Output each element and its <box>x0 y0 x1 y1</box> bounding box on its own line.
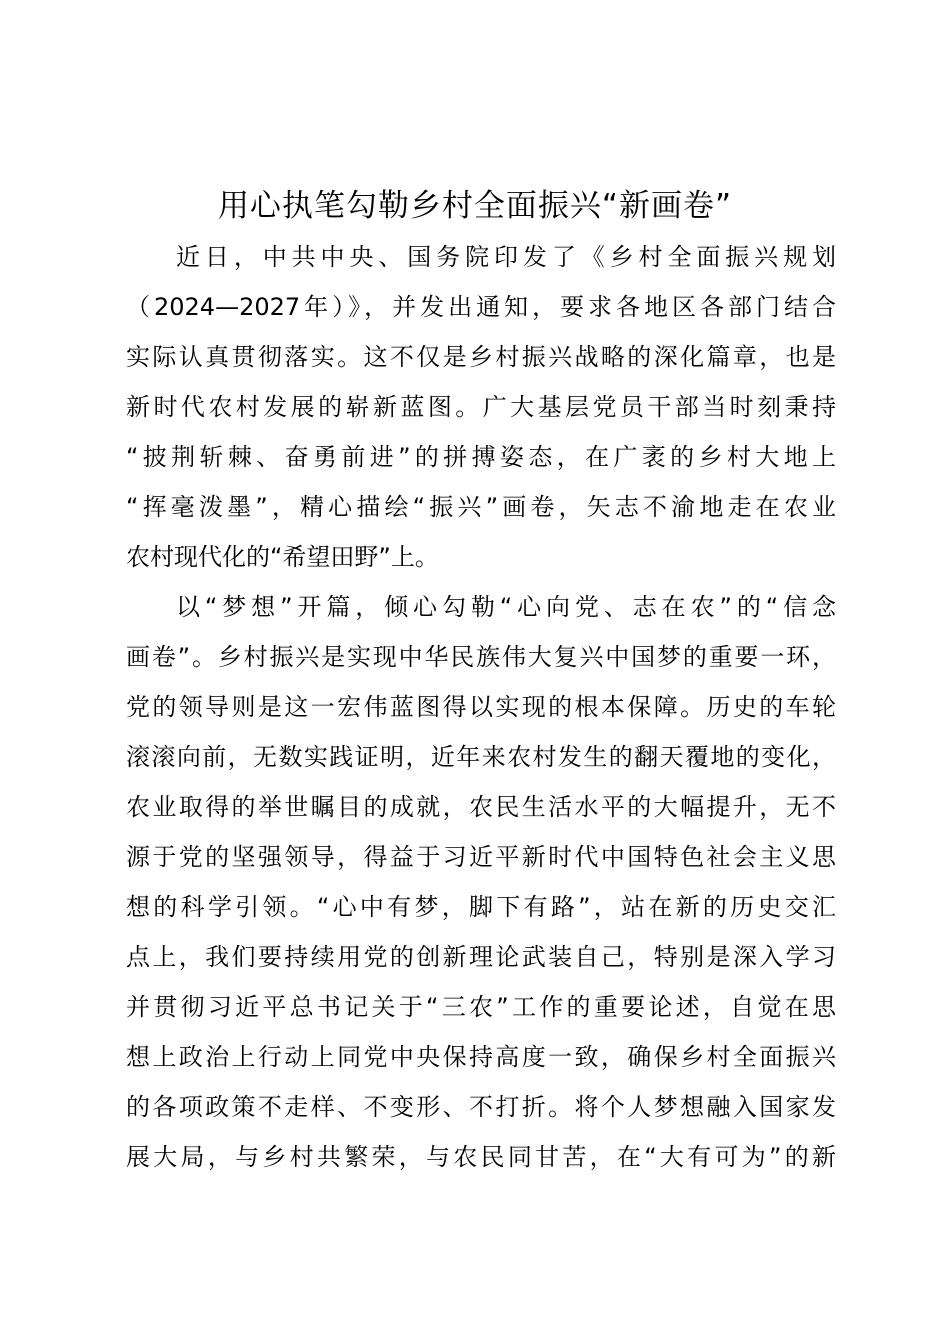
paragraph-line: 滚滚向前，无数实践证明，近年来农村发生的翻天覆地的变化， <box>126 743 836 771</box>
paragraph-line: 想上政治上行动上同党中央保持高度一致，确保乡村全面振兴 <box>126 1043 836 1071</box>
document-title: 用心执笔勾勒乡村全面振兴“新画卷” <box>217 188 733 224</box>
paragraph-line: 想的科学引领。“心中有梦，脚下有路”，站在新的历史交汇 <box>126 893 836 921</box>
paragraph-line: 画卷”。乡村振兴是实现中华民族伟大复兴中国梦的重要一环， <box>126 643 836 671</box>
paragraph-line: “挥毫泼墨”，精心描绘“振兴”画卷，矢志不渝地走在农业 <box>126 493 836 521</box>
paragraph-line: 展大局，与乡村共繁荣，与农民同甘苦，在“大有可为”的新 <box>126 1143 836 1171</box>
paragraph-line: 农村现代化的“希望田野”上。 <box>126 543 439 571</box>
paragraph-line: 的各项政策不走样、不变形、不打折。将个人梦想融入国家发 <box>126 1093 836 1121</box>
paragraph-line: 以“梦想”开篇，倾心勾勒“心向党、志在农”的“信念 <box>176 593 836 621</box>
paragraph-line: “披荆斩棘、奋勇前进”的拼搏姿态，在广袤的乡村大地上 <box>126 443 836 471</box>
paragraph-line: 源于党的坚强领导，得益于习近平新时代中国特色社会主义思 <box>126 843 836 871</box>
paragraph-line: 党的领导则是这一宏伟蓝图得以实现的根本保障。历史的车轮 <box>126 693 836 721</box>
paragraph-line: 近日，中共中央、国务院印发了《乡村全面振兴规划 <box>176 243 836 271</box>
paragraph-line: 点上，我们要持续用党的创新理论武装自己，特别是深入学习 <box>126 943 836 971</box>
paragraph-line: 农业取得的举世瞩目的成就，农民生活水平的大幅提升，无不 <box>126 793 836 821</box>
paragraph-line: 并贯彻习近平总书记关于“三农”工作的重要论述，自觉在思 <box>126 993 836 1021</box>
paragraph-line: 新时代农村发展的崭新蓝图。广大基层党员干部当时刻秉持 <box>126 393 836 421</box>
paragraph-line: （2024—2027年）》，并发出通知，要求各地区各部门结合 <box>126 293 836 321</box>
paragraph-line: 实际认真贯彻落实。这不仅是乡村振兴战略的深化篇章，也是 <box>126 343 836 371</box>
